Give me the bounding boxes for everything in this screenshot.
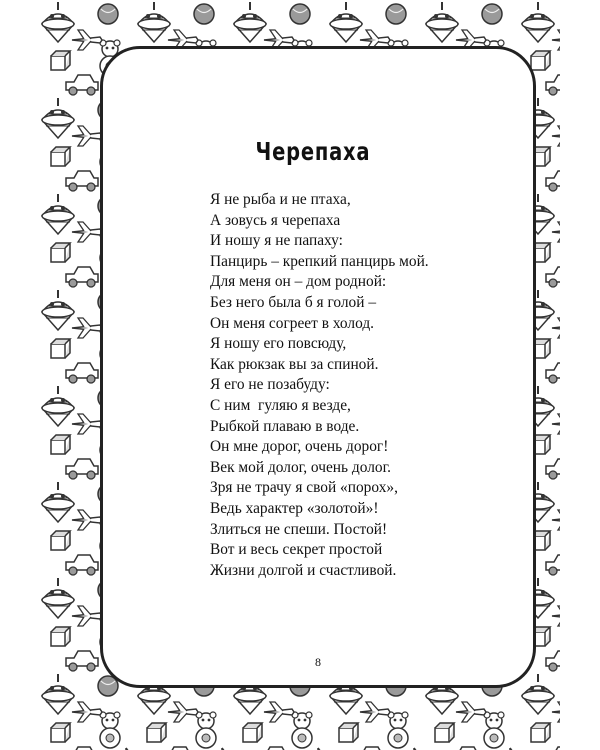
poem-line: Без него была б я голой – bbox=[210, 293, 377, 311]
poem-line: Как рюкзак вы за спиной. bbox=[210, 355, 379, 373]
poem-line: Вот и весь секрет простой bbox=[210, 541, 383, 559]
poem-line: И ношу я не папаху: bbox=[210, 232, 343, 250]
poem-line: А зовусь я черепаха bbox=[210, 211, 341, 229]
page-number: 8 bbox=[315, 655, 321, 669]
poem-line: Ведь характер «золотой»! bbox=[210, 499, 379, 517]
poem-line: Рыбкой плаваю в воде. bbox=[210, 417, 360, 435]
poem-title: Черепаха bbox=[255, 137, 371, 166]
poem-line: Он меня согреет в холод. bbox=[210, 314, 375, 332]
poem-line: С ним гуляю я везде, bbox=[210, 396, 351, 414]
poem-line: Он мне дорог, очень дорог! bbox=[210, 438, 389, 456]
poem-line: Я не рыба и не птаха, bbox=[210, 191, 351, 208]
poem-line: Я ношу его повсюду, bbox=[210, 335, 347, 353]
poem-line: Панцирь – крепкий панцирь мой. bbox=[210, 252, 429, 270]
poem-line: Зря не трачу я свой «порох», bbox=[210, 479, 398, 497]
poem-line: Злиться не спеши. Постой! bbox=[210, 520, 388, 538]
poem-line: Жизни долгой и счастливой. bbox=[210, 561, 397, 579]
poem-card bbox=[100, 46, 536, 688]
poem-line: Я его не позабуду: bbox=[210, 376, 330, 394]
poem-line: Век мой долог, очень долог. bbox=[210, 458, 392, 476]
poem-line: Для меня он – дом родной: bbox=[210, 273, 387, 291]
poem-body bbox=[210, 190, 429, 581]
